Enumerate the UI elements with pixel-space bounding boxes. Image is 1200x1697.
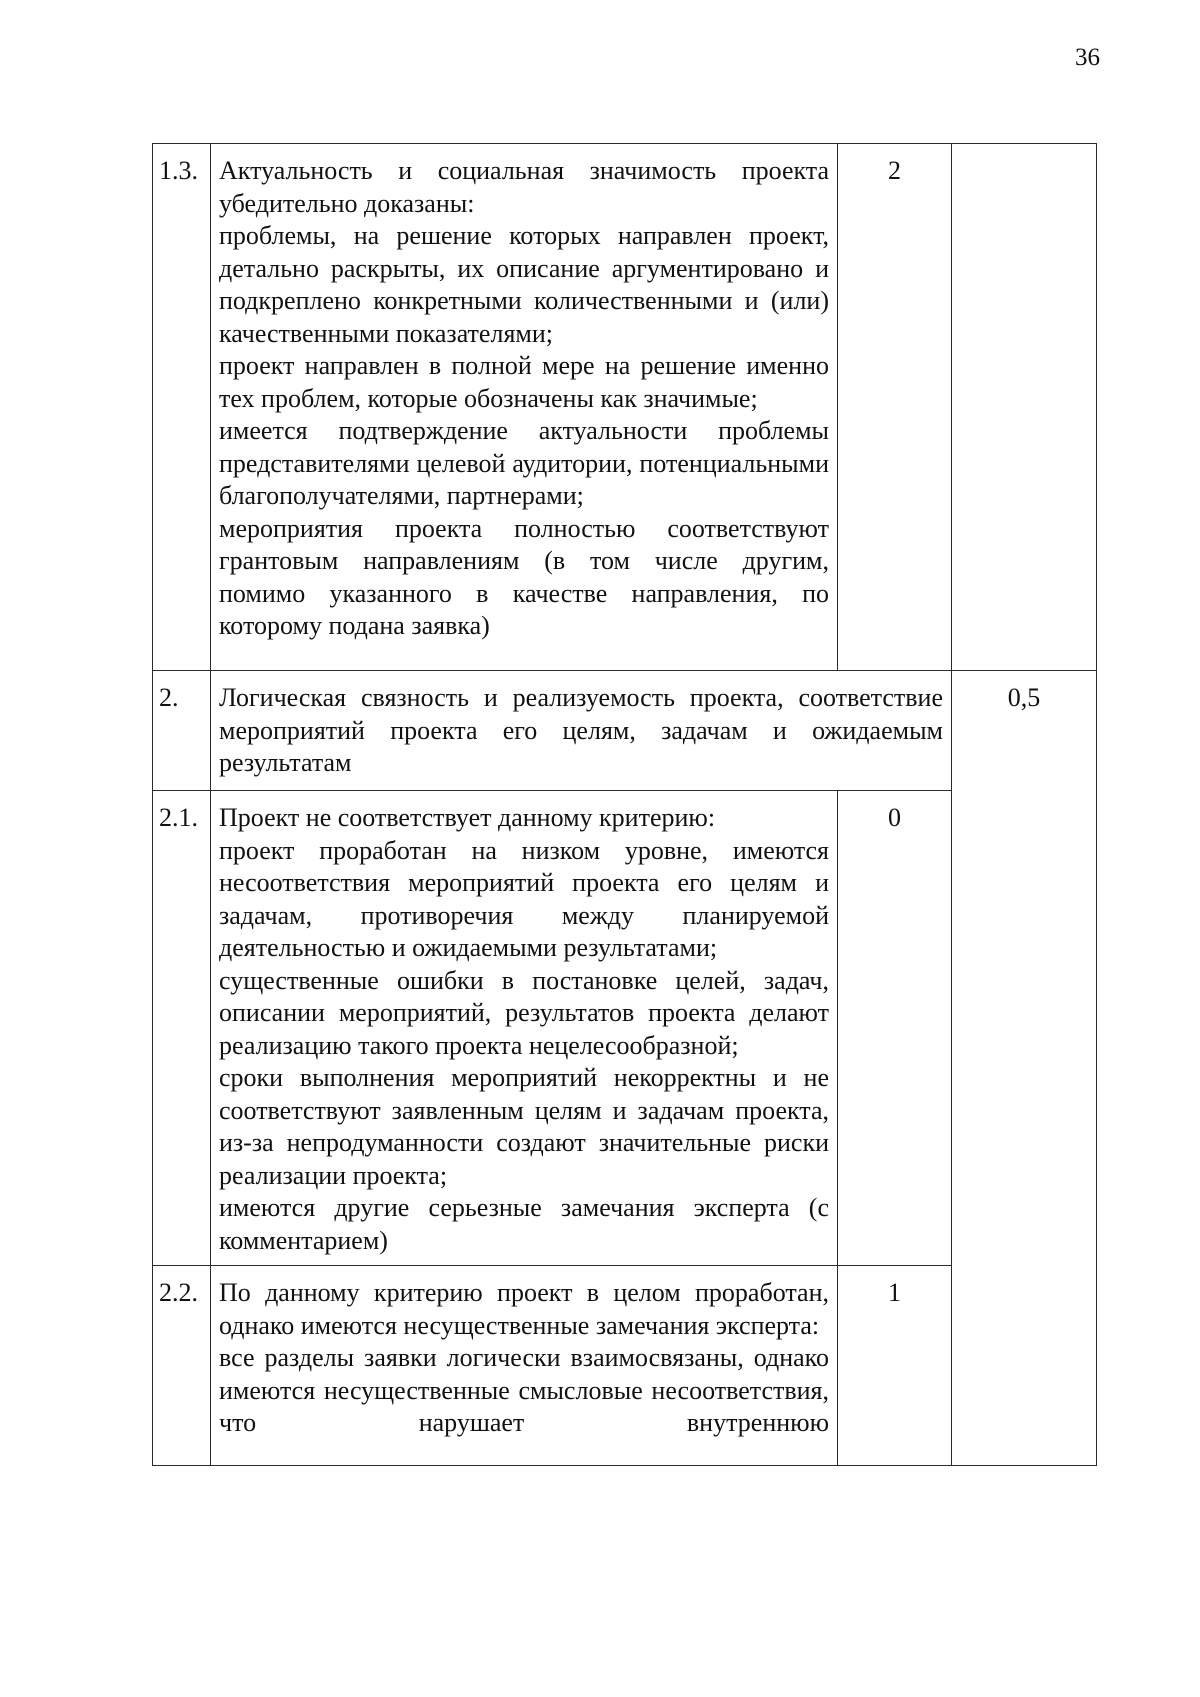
row-number: 2.2. xyxy=(153,1266,211,1466)
weight-value: 0,5 xyxy=(952,671,1097,1466)
criterion-paragraph: сроки выполнения мероприятий некорректны и не соответствуют заявленным целям и задачам проекта, из-за непродуманности создают значительные риски реализации проекта; xyxy=(219,1063,829,1190)
score-value: 0 xyxy=(838,791,952,1266)
page-number: 36 xyxy=(1075,44,1100,71)
criterion-description xyxy=(211,791,838,1266)
criteria-row-2 xyxy=(153,671,1097,791)
row-number: 1.3. xyxy=(153,144,211,671)
criteria-row-1-3 xyxy=(153,144,1097,671)
criterion-heading: Проект не соответствует данному критерию: xyxy=(219,803,716,832)
criterion-group-title xyxy=(211,671,952,791)
criterion-description xyxy=(211,1266,838,1466)
criteria-table xyxy=(152,143,1097,1466)
criterion-heading: Логическая связность и реализуемость проекта, соответствие мероприятий проекта его целям, задачам и ожидаемым результатам xyxy=(219,683,943,777)
criterion-paragraph: проблемы, на решение которых направлен проект, детально раскрыты, их описание аргументировано и подкреплено конкретными количественными и (или) качественными показателями; xyxy=(219,221,829,348)
criterion-paragraph: имеются другие серьезные замечания эксперта (с комментарием) xyxy=(219,1193,829,1255)
criterion-paragraph: все разделы заявки логически взаимосвязаны, однако имеются несущественные смысловые несоответствия, что нарушает внутреннюю xyxy=(219,1343,829,1437)
score-value: 2 xyxy=(838,144,952,671)
row-number: 2. xyxy=(153,671,211,791)
criterion-heading: Актуальность и социальная значимость проекта убедительно доказаны: xyxy=(219,156,829,218)
criterion-paragraph: существенные ошибки в постановке целей, задач, описании мероприятий, результатов проекта делают реализацию такого проекта нецелесообразной; xyxy=(219,965,829,1060)
criterion-paragraph: проект направлен в полной мере на решение именно тех проблем, которые обозначены как значимые; xyxy=(219,351,829,413)
row-number: 2.1. xyxy=(153,791,211,1266)
criterion-paragraph: имеется подтверждение актуальности проблемы представителями целевой аудитории, потенциальными благополучателями, партнерами; xyxy=(219,416,829,510)
criterion-paragraph: мероприятия проекта полностью соответствуют грантовым направлениям (в том числе другим, помимо указанного в качестве направления, по которому подана заявка) xyxy=(219,513,829,640)
score-value: 1 xyxy=(838,1266,952,1466)
criterion-description xyxy=(211,144,838,671)
criterion-heading: По данному критерию проект в целом проработан, однако имеются несущественные замечания эксперта: xyxy=(219,1278,829,1340)
criterion-paragraph: проект проработан на низком уровне, имеются несоответствия мероприятий проекта его целям и задачам, противоречия между планируемой деятельностью и ожидаемыми результатами; xyxy=(219,835,829,962)
weight-cell-empty xyxy=(952,144,1097,671)
